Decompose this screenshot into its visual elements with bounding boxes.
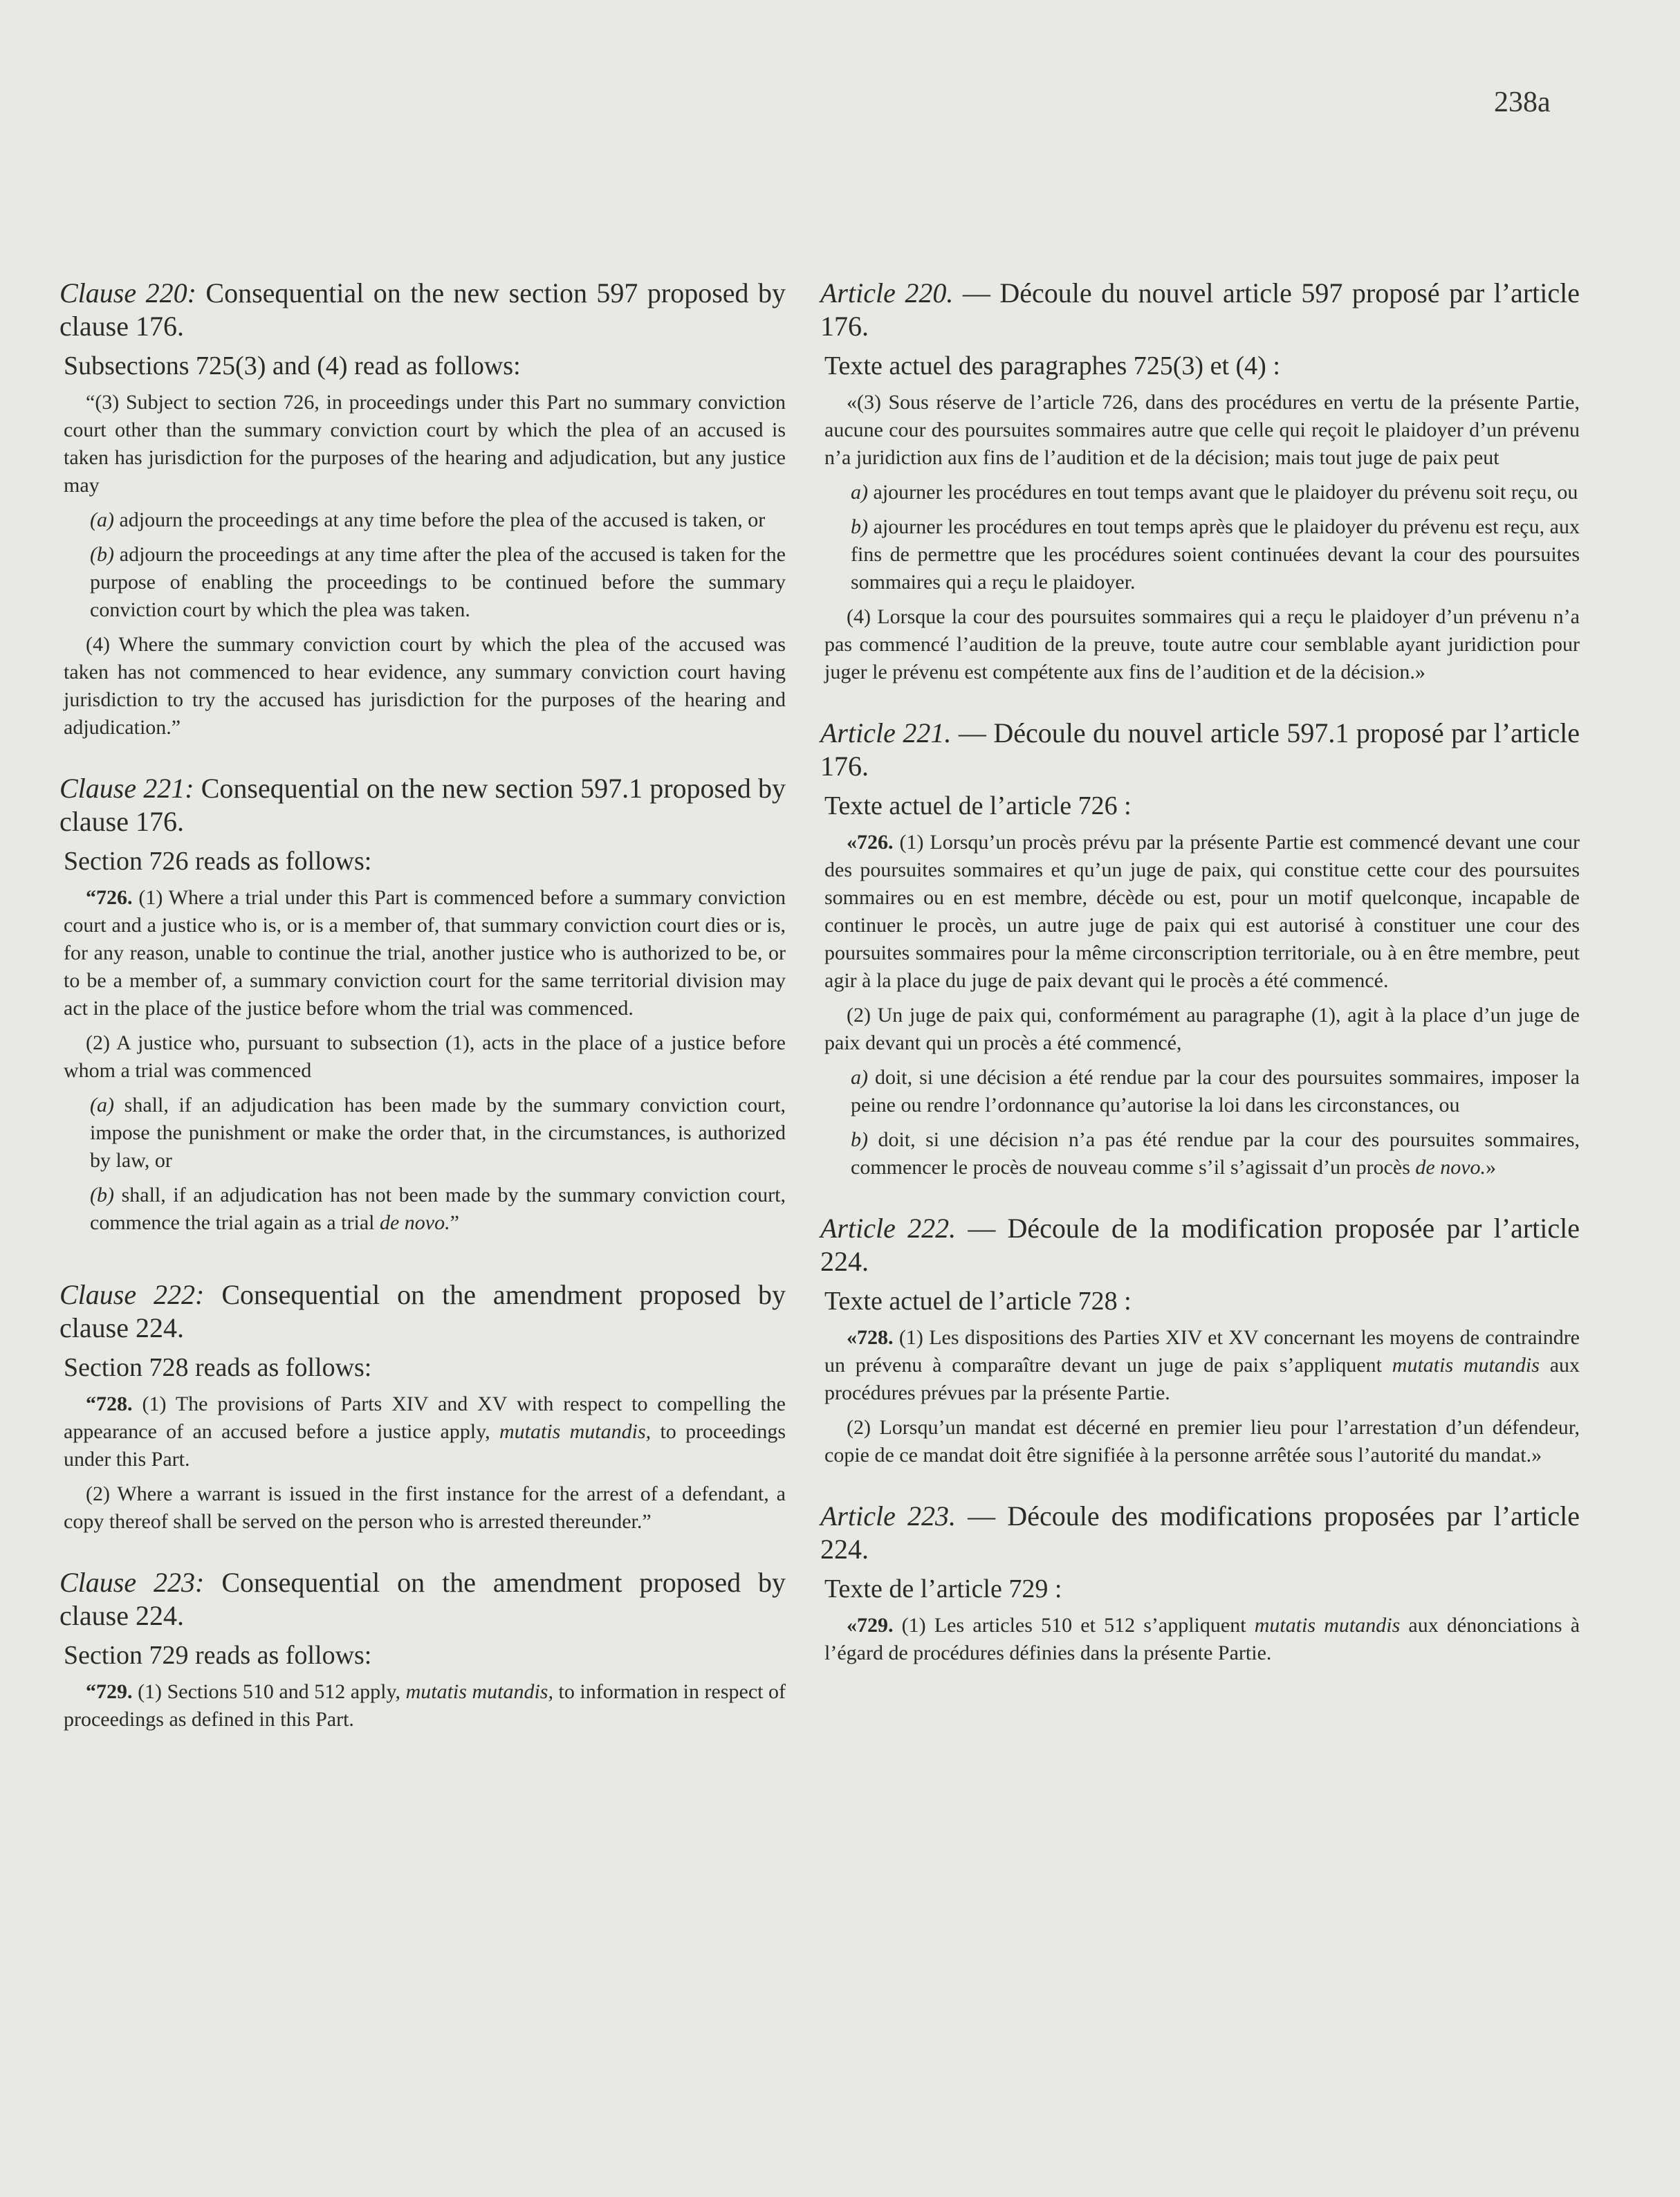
clause-223-fr bbox=[820, 1500, 1580, 1667]
provision-item-a bbox=[851, 479, 1580, 506]
clause-subheading: Texte actuel de l’article 728 : bbox=[824, 1287, 1132, 1316]
clause-label: Article 223. bbox=[820, 1500, 956, 1532]
provision-paragraph bbox=[824, 829, 1580, 995]
clause-subheading: Section 728 reads as follows: bbox=[64, 1353, 372, 1382]
clause-description: — Découle des modifications proposées par l’article 224. bbox=[820, 1500, 1580, 1565]
provision-paragraph: (4) Lorsque la cour des poursuites sommaires qui a reçu le plaidoyer d’un prévenu n’a pas commencé l’audition de la preuve, toute autre cour semblable ayant juridiction pour juger le prévenu est compétente aux fins de l’audition et de la décision.» bbox=[824, 605, 1580, 683]
provision-text-end: aux dénonciations à l’égard de procédures définies dans la présente Partie. bbox=[824, 1614, 1580, 1664]
clause-description: Consequential on the amendment proposed by clause 224. bbox=[59, 1567, 786, 1631]
clause-subheading: Section 726 reads as follows: bbox=[64, 847, 372, 876]
clause-222-en bbox=[59, 1278, 786, 1536]
item-marker: (b) bbox=[90, 1184, 114, 1206]
clause-220-fr bbox=[820, 277, 1580, 686]
english-column bbox=[59, 277, 786, 1764]
item-marker: a) bbox=[851, 481, 868, 504]
provision-paragraph bbox=[824, 1612, 1580, 1667]
clause-221-en bbox=[59, 772, 786, 1237]
clause-223-en bbox=[59, 1566, 786, 1734]
provision-item-a bbox=[90, 506, 786, 534]
item-marker: (a) bbox=[90, 1094, 114, 1116]
clause-subheading: Subsections 725(3) and (4) read as follows: bbox=[64, 351, 521, 380]
provision-text: (1) Lorsqu’un procès prévu par la présente Partie est commencé devant une cour des poursuites sommaires et qu’un juge de paix, qui constitue cette cour des poursuites sommaires ou en est membre, décède ou est, pour un motif quelconque, incapable de continuer le procès, un autre juge de paix qui est autorisé à constituer une cour des poursuites sommaires pour la même circonscription territoriale, ou à en être membre, peut agir à la place du juge de paix devant qui le procès a été commencé. bbox=[824, 831, 1580, 992]
clause-description: Consequential on the new section 597.1 proposed by clause 176. bbox=[59, 773, 786, 837]
clause-description: — Découle de la modification proposée par l’article 224. bbox=[820, 1213, 1580, 1277]
item-text: shall, if an adjudication has been made by the summary conviction court, impose the punishment or make the order that, in the circumstances, is authorized by law, or bbox=[90, 1094, 786, 1172]
clause-label: Article 222. bbox=[820, 1213, 957, 1244]
provision-item-b bbox=[851, 1126, 1580, 1182]
item-text: shall, if an adjudication has not been made by the summary conviction court, commence the trial again as a trial bbox=[90, 1184, 786, 1234]
clause-label: Clause 222: bbox=[59, 1279, 205, 1310]
clause-label: Article 221. bbox=[820, 717, 952, 748]
clause-description: — Découle du nouvel article 597.1 proposé par l’article 176. bbox=[820, 717, 1580, 782]
latin-term: mutatis mutandis bbox=[1254, 1614, 1401, 1637]
provision-text: (1) Sections 510 and 512 apply, bbox=[138, 1680, 400, 1703]
closing-quote: » bbox=[1486, 1156, 1497, 1179]
clause-221-fr bbox=[820, 717, 1580, 1182]
clause-222-fr bbox=[820, 1212, 1580, 1469]
provision-text: (1) Where a trial under this Part is commenced before a summary conviction court and a justice who is, or is a member of, that summary conviction court dies or is, for any reason, unable to continue the trial, another justice who is authorized to be, or to be a member of, a summary conviction court for the same territorial division may act in the place of the justice before whom the trial was commenced. bbox=[64, 886, 786, 1020]
latin-term: mutatis mutandis, bbox=[405, 1680, 553, 1703]
latin-term: mutatis mutandis bbox=[1392, 1354, 1540, 1377]
provision-item-b bbox=[851, 513, 1580, 596]
item-marker: (b) bbox=[90, 543, 114, 566]
provision-paragraph: “(3) Subject to section 726, in proceedings under this Part no summary conviction court other than the summary conviction court by which the plea of an accused is taken has jurisdiction for the purposes of the hearing and adjudication, but any justice may bbox=[64, 391, 786, 497]
section-number: «726. bbox=[847, 831, 894, 854]
provision-text: (1) The provisions of Parts XIV and XV with respect to compelling the appearance of an accused before a justice apply, bbox=[64, 1392, 786, 1443]
provision-paragraph: (2) Un juge de paix qui, conformément au paragraphe (1), agit à la place d’un juge de paix devant qui un procès a été commencé, bbox=[824, 1004, 1580, 1054]
clause-label: Clause 223: bbox=[59, 1567, 205, 1598]
provision-paragraph: (2) Lorsqu’un mandat est décerné en premier lieu pour l’arrestation d’un défendeur, copie de ce mandat doit être signifiée à la personne arrêtée sous l’autorité du mandat.» bbox=[824, 1416, 1580, 1467]
clause-label: Clause 220: bbox=[59, 277, 196, 309]
provision-paragraph bbox=[64, 1390, 786, 1473]
latin-term: de novo. bbox=[1415, 1156, 1486, 1179]
provision-text: (1) Les dispositions des Parties XIV et XV concernant les moyens de contraindre un prévenu à comparaître devant un juge de paix s’appliquent bbox=[824, 1326, 1580, 1377]
provision-text-end: to proceedings under this Part. bbox=[64, 1420, 786, 1471]
clause-heading bbox=[820, 1500, 1580, 1566]
clause-heading bbox=[820, 1212, 1580, 1278]
french-column bbox=[820, 277, 1580, 1698]
clause-subheading: Section 729 reads as follows: bbox=[64, 1641, 372, 1670]
provision-paragraph bbox=[824, 1324, 1580, 1407]
item-text: adjourn the proceedings at any time before the plea of the accused is taken, or bbox=[119, 508, 766, 531]
item-text: adjourn the proceedings at any time after the plea of the accused is taken for the purpose of enabling the proceedings to be continued before the summary conviction court by which the plea was taken. bbox=[90, 543, 786, 621]
provision-item-a bbox=[851, 1064, 1580, 1119]
item-text: doit, si une décision a été rendue par la cour des poursuites sommaires, imposer la peine ou rendre l’ordonnance qu’autorise la loi dans les circonstances, ou bbox=[851, 1066, 1580, 1116]
clause-label: Clause 221: bbox=[59, 773, 194, 804]
latin-term: de novo. bbox=[379, 1211, 450, 1234]
section-number: “729. bbox=[86, 1680, 133, 1703]
provision-paragraph bbox=[64, 1678, 786, 1734]
clause-subheading: Texte actuel des paragraphes 725(3) et (4) : bbox=[824, 351, 1280, 380]
item-text: ajourner les procédures en tout temps après que le plaidoyer du prévenu est reçu, aux fins de permettre que les procédures soient continuées devant la cour des poursuites sommaires qui a reçu le plaidoyer. bbox=[851, 515, 1580, 594]
provision-item-b bbox=[90, 541, 786, 624]
section-number: “726. bbox=[86, 886, 133, 909]
item-text: doit, si une décision n’a pas été rendue par la cour des poursuites sommaires, commencer le procès de nouveau comme s’il s’agissait d’un procès bbox=[851, 1128, 1580, 1179]
section-number: «728. bbox=[847, 1326, 894, 1349]
item-marker: a) bbox=[851, 1066, 868, 1089]
clause-heading bbox=[820, 277, 1580, 343]
provision-item-b bbox=[90, 1182, 786, 1237]
clause-heading bbox=[820, 717, 1580, 783]
section-number: «729. bbox=[847, 1614, 894, 1637]
section-number: “728. bbox=[86, 1392, 133, 1415]
clause-heading bbox=[59, 772, 786, 838]
clause-heading bbox=[59, 277, 786, 343]
provision-item-a bbox=[90, 1092, 786, 1175]
provision-text: (1) Les articles 510 et 512 s’appliquent bbox=[901, 1614, 1246, 1637]
latin-term: mutatis mutandis, bbox=[499, 1420, 652, 1443]
provision-text-end: to information in respect of proceedings as defined in this Part. bbox=[64, 1680, 786, 1731]
item-marker: (a) bbox=[90, 508, 114, 531]
clause-description: — Découle du nouvel article 597 proposé par l’article 176. bbox=[820, 277, 1580, 342]
page-number: 238a bbox=[1494, 86, 1551, 118]
clause-heading bbox=[59, 1278, 786, 1345]
item-text: ajourner les procédures en tout temps avant que le plaidoyer du prévenu soit reçu, ou bbox=[873, 481, 1578, 504]
provision-paragraph: «(3) Sous réserve de l’article 726, dans des procédures en vertu de la présente Partie, aucune cour des poursuites sommaires autre que celle qui reçoit le plaidoyer d’un prévenu n’a juridiction aux fins de l’audition et de la décision; mais tout juge de paix peut bbox=[824, 391, 1580, 469]
provision-paragraph bbox=[64, 884, 786, 1022]
clause-subheading: Texte actuel de l’article 726 : bbox=[824, 791, 1132, 820]
provision-paragraph: (2) A justice who, pursuant to subsection (1), acts in the place of a justice before whom a trial was commenced bbox=[64, 1031, 786, 1082]
provision-paragraph: (4) Where the summary conviction court by which the plea of the accused was taken has not commenced to hear evidence, any summary conviction court having jurisdiction to try the accused has jurisdiction for the purposes of the hearing and adjudication.” bbox=[64, 633, 786, 739]
clause-label: Article 220. bbox=[820, 277, 954, 309]
clause-description: Consequential on the new section 597 proposed by clause 176. bbox=[59, 277, 786, 342]
clause-description: Consequential on the amendment proposed by clause 224. bbox=[59, 1279, 786, 1343]
clause-subheading: Texte de l’article 729 : bbox=[824, 1574, 1062, 1603]
provision-paragraph: (2) Where a warrant is issued in the first instance for the arrest of a defendant, a copy thereof shall be served on the person who is arrested thereunder.” bbox=[64, 1482, 786, 1533]
clause-heading bbox=[59, 1566, 786, 1633]
closing-quote: ” bbox=[450, 1211, 459, 1234]
item-marker: b) bbox=[851, 515, 868, 538]
provision-text-end: aux procédures prévues par la présente Partie. bbox=[824, 1354, 1580, 1404]
item-marker: b) bbox=[851, 1128, 868, 1151]
clause-220-en bbox=[59, 277, 786, 742]
